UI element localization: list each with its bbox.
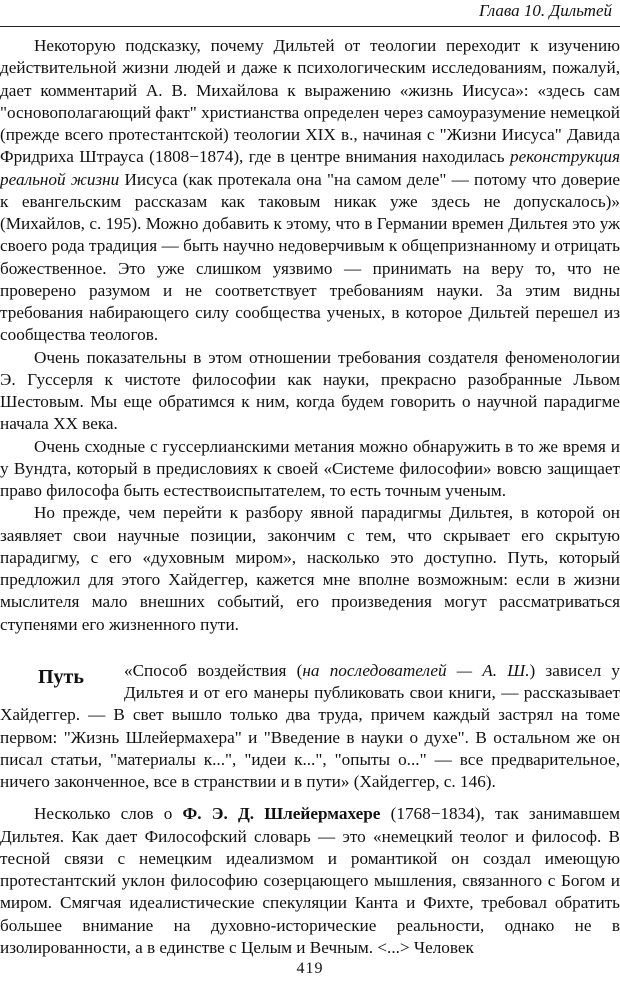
header-rule bbox=[0, 26, 620, 27]
schleiermacher-name: Ф. Э. Д. Шлейермахере bbox=[182, 804, 381, 824]
page-body bbox=[0, 35, 620, 959]
quote-emphasis: на последователей — А. Ш. bbox=[302, 660, 530, 680]
paragraph-2: Очень показательны в этом отношении требования создателя феноменологии Э. Гуссерля к чистоте философии как науки, прекрасно разобранные Львом Шестовым. Мы еще обратимся к ним, когда будем говорить о научной парадигме начала XX века. bbox=[0, 347, 620, 434]
running-header bbox=[0, 0, 612, 24]
emphasis-real-life: реконструкция реальной жизни bbox=[0, 147, 620, 189]
paragraph-5: Несколько слов о Ф. Э. Д. Шлейермахере (1768−1834), так занимавшем Дильтея. Как дает Философский словарь — это «немецкий теолог и философ. В тесной связи с немецким идеализмом и романтикой он создал имеющую протестантский уклон философию созерцающего мышления, связанного с Богом и миром. Смягчая идеалистические спекуляции Канта и Фихте, требовал обратить большее внимание на духовно-исторические реальности, однако не в изолированности, а в единстве с Целым и Вечным. <...> Человек bbox=[0, 804, 620, 957]
running-title: Глава 10. Дильтей bbox=[479, 1, 612, 20]
paragraph-1: Некоторую подсказку, почему Дильтей от теологии переходит к изучению действительной жизни людей и даже к психологическим исследованиям, пожалуй, дает комментарий А. В. Михайлова к выражению «жизнь Иисуса»: «здесь сам "основополагающий факт" христианства определен через самоуразумение немецкой (прежде всего протестантской) теологии XIX в., начиная с "Жизни Иисуса" Давида Фридриха Штрауса (1808−1874), где в центре внимания находилась реконструкция реальной жизни Иисуса (как протекала она "на самом деле" — потому что доверие к евангельским рассказам как таковым никак уже здесь не допускалось)» (Михайлов, с. 195). Можно добавить к этому, что в Германии времен Дильтея это уж своего рода традиция — быть научно недоверчивым к общепризнанному и отрицать божественное. Это уже слишком уязвимо — принимать на веру то, что не проверено разумом и не соответствует требованиям науки. За этим видны требования набирающего силу сообщества ученых, в которое Дильтей перешел из сообщества теологов. bbox=[0, 36, 620, 345]
paragraph-3: Очень сходные с гуссерлианскими метания можно обнаружить в то же время и у Вундта, который в предисловиях к своей «Системе философии» вовсю защищает право философа быть естествоиспытателем, то есть точным ученым. bbox=[0, 436, 620, 500]
paragraph-4: Но прежде, чем перейти к разбору явной парадигмы Дильтея, в которой он заявляет свои научные позиции, закончим с тем, что скрывает его скрытую парадигму, с его «духовным миром», насколько это доступно. Путь, который предложил для этого Хайдеггер, кажется мне вполне возможным: если в жизни мыслителя мало внешних событий, его произведения могут рассматриваться ступенями его жизненного пути. bbox=[0, 503, 620, 634]
page-number: 419 bbox=[296, 960, 324, 977]
section-heading: Путь bbox=[38, 665, 84, 688]
section-path bbox=[0, 660, 620, 959]
heidegger-quote: «Способ воздействия (на последователей — А. Ш.) зависел у Дильтея и от его манеры публиковать свои книги, — рассказывает Хайдеггер. — В свет вышло только два труда, причем каждый застрял на томе первом: "Жизнь Шлейермахера" и "Введение в науки о духе". В остальном же он писал статьи, "материалы к...", "идеи к...", "опыты о..." — все предварительное, ничего законченное, все в странствии и в пути» (Хайдеггер, с. 146). bbox=[0, 660, 620, 791]
